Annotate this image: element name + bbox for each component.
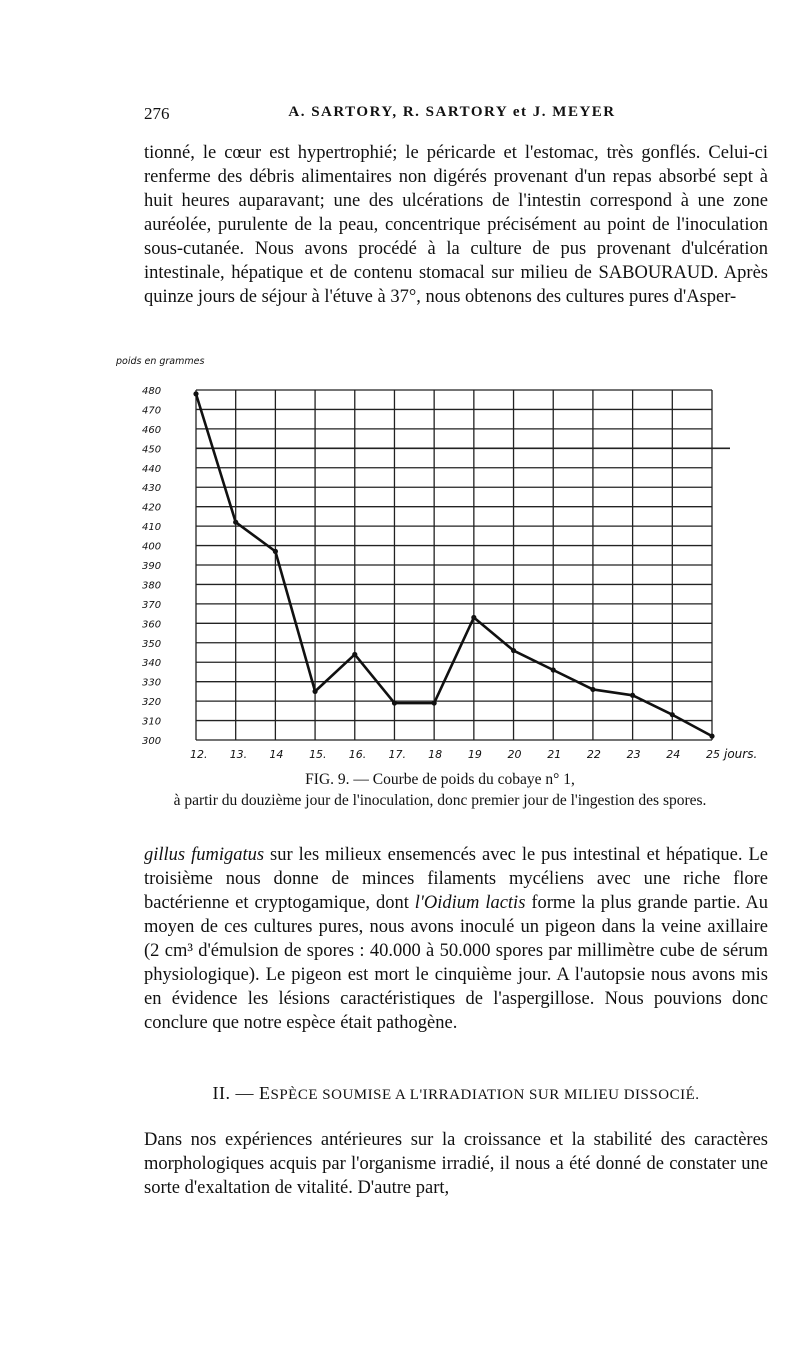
y-tick-label: 450 [142, 444, 162, 456]
data-point [392, 700, 397, 705]
x-tick-label: 24 [666, 748, 681, 761]
paragraph-3: Dans nos expériences antérieures sur la croissance et la stabilité des caractères morphologiques acquis par l'organisme irradié, il nous a été donné de constater une sorte d'exaltation de vitalité. D'autre part, [144, 1130, 768, 1198]
data-point [233, 520, 238, 525]
y-tick-label: 370 [142, 599, 162, 611]
data-point [590, 687, 595, 692]
data-point [551, 667, 556, 672]
y-tick-label: 300 [142, 736, 162, 747]
data-point [273, 549, 278, 554]
y-tick-label: 470 [142, 405, 162, 417]
y-axis-label: poids en grammes [116, 356, 205, 367]
data-point [312, 689, 317, 694]
weight-chart [100, 352, 780, 772]
y-tick-label: 430 [142, 483, 162, 495]
section-heading-text: SPÈCE SOUMISE A L'IRRADIATION SUR MILIEU DISSOCIÉ. [270, 1087, 700, 1103]
y-tick-label: 390 [142, 561, 162, 572]
y-tick-label: 380 [142, 580, 162, 592]
y-tick-label: 480 [142, 386, 162, 397]
paragraph-2-italic-1: gillus fumigatus [144, 845, 265, 865]
paragraph-2 [144, 843, 768, 1035]
y-tick-label: 400 [142, 541, 162, 553]
data-point [670, 712, 675, 717]
data-point [511, 648, 516, 653]
paragraph-2-text-2: forme la plus grande partie. Au moyen de ces cultures pures, nous avons inoculé un pigeon dans la veine axillaire (2 cm³ d'émulsion de spores : 40.000 à 50.000 spores par millimètre cube de sérum physiologique). Le pigeon est mort le cinquième jour. A l'autopsie nous avons mis en évidence les lésions caractéristiques de l'aspergillose. Nous pouvions donc conclure que notre espèce était pathogène. [144, 893, 768, 1033]
x-tick-label: 16. [348, 748, 367, 761]
figure-caption-line-2: à partir du douzième jour de l'inoculation, donc premier jour de l'ingestion des spores. [173, 792, 707, 809]
x-tick-label: 18 [428, 748, 443, 761]
data-point [471, 615, 476, 620]
data-point [709, 734, 714, 739]
data-point [352, 652, 357, 657]
section-heading-numeral: II. — E [212, 1083, 271, 1103]
x-tick-label: 17. [388, 748, 406, 761]
x-tick-label: 23 [626, 748, 641, 761]
x-tick-label: 20 [507, 748, 522, 761]
paragraph-2-text-1: sur les milieux ensemencés avec le pus intestinal et hépatique. Le troisième nous donne de minces filaments mycéliens avec une riche flore bactérienne et cryptogamique, dont [144, 845, 768, 913]
x-tick-label: 19 [467, 748, 482, 761]
figure-caption-line-1: FIG. 9. — Courbe de poids du cobaye n° 1, [305, 771, 575, 788]
y-tick-label: 460 [142, 424, 162, 436]
section-heading [144, 1083, 768, 1104]
data-point [193, 391, 198, 396]
y-tick-label: 440 [142, 463, 162, 475]
running-head: A. SARTORY, R. SARTORY et J. MEYER [288, 104, 616, 120]
y-tick-label: 320 [142, 697, 162, 709]
paragraph-1: tionné, le cœur est hypertrophié; le péricarde et l'estomac, très gonflés. Celui-ci renferme des débris alimentaires non digérés provenant d'un repas absorbé sept à huit heures auparavant; une des ulcérations de l'intestin correspond à une zone auréolée, purulente de la peau, concentrique précisément au point de l'inoculation sous-cutanée. Nous avons procédé à la culture de pus provenant d'ulcération intestinale, hépatique et de contenu stomacal sur milieu de SABOURAUD. Après quinze jours de séjour à l'étuve à 37°, nous obtenons des cultures pures d'Asper- [144, 143, 768, 307]
y-tick-label: 410 [142, 522, 162, 534]
y-tick-label: 310 [142, 716, 162, 728]
x-tick-label: 12. [190, 748, 208, 761]
x-tick-label: 15. [309, 748, 327, 761]
page-number: 276 [144, 104, 170, 123]
y-tick-label: 330 [142, 677, 162, 689]
x-tick-label: 25 [706, 748, 720, 761]
y-tick-label: 360 [142, 619, 162, 631]
page-header [144, 104, 760, 128]
paragraph-2-italic-2: l'Oidium lactis [414, 893, 526, 913]
data-point [630, 693, 635, 698]
data-point [432, 700, 437, 705]
y-tick-label: 340 [142, 658, 162, 670]
x-tick-label: 13. [229, 748, 248, 761]
y-tick-label: 420 [142, 502, 162, 514]
x-tick-label: 22 [586, 748, 601, 761]
x-axis-label: jours. [724, 747, 758, 761]
x-tick-label: 21 [547, 748, 562, 761]
x-tick-label: 14 [269, 748, 284, 761]
weight-chart-svg [100, 352, 780, 772]
y-tick-label: 350 [142, 638, 162, 650]
